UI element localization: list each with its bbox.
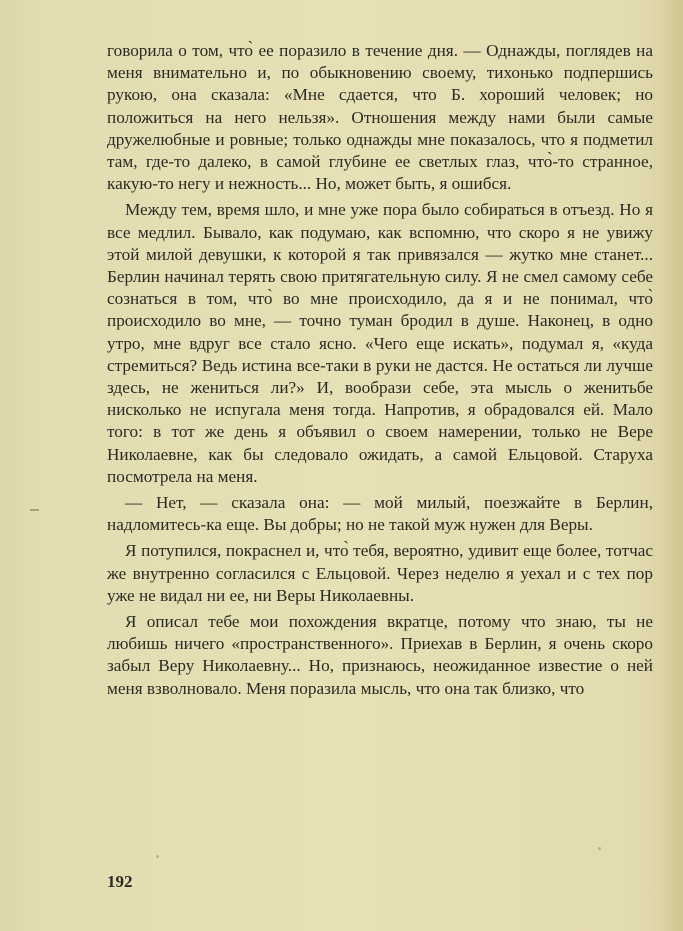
paragraph: говорила о том, что̀ ее поразило в течение дня. — Однажды, поглядев на меня внимательно и, по обыкновению своему, тихонько подпершись рукою, она сказала: «Мне сдается, что Б. хороший человек; но положиться на него нельзя». Отношения между нами были самые дружелюбные и ровные; только однажды мне показалось, что я подметил там, где-то далеко, в самой глубине ее светлых глаз, что̀-то странное, какую-то негу и нежность... Но, может быть, я ошибся. [107, 41, 653, 194]
paragraph: Я потупился, покраснел и, что̀ тебя, вероятно, удивит еще более, тотчас же внутренно согласился с Ельцовой. Через неделю я уехал и с тех пор уже не видал ни ее, ни Веры Николаевны. [107, 541, 653, 605]
page-edge-shadow [660, 0, 683, 931]
paragraph: Я описал тебе мои похождения вкратце, потому что знаю, ты не любишь ничего «пространственного». Приехав в Берлин, я очень скоро забыл Веру Николаевну... Но, признаюсь, неожиданное известие о ней меня взволновало. Меня поразила мысль, что она так близко, что [107, 612, 653, 698]
margin-mark [30, 509, 39, 511]
paper-speck [598, 847, 601, 850]
page-number: 192 [107, 872, 133, 891]
page-text [107, 40, 653, 700]
paper-speck [156, 855, 159, 858]
paragraph: — Нет, — сказала она: — мой милый, поезжайте в Берлин, надломитесь-ка еще. Вы добры; но не такой муж нужен для Веры. [107, 493, 653, 535]
paragraph: Между тем, время шло, и мне уже пора было собираться в отъезд. Но я все медлил. Бывало, как подумаю, как вспомню, что скоро я не увижу этой милой девушки, к которой я так привязался — жутко мне станет... Берлин начинал терять свою притягательную силу. Я не смел самому себе сознаться в том, что̀ во мне происходило, да я и не понимал, что̀ происходило во мне, — точно туман бродил в душе. Наконец, в одно утро, мне вдруг все стало ясно. «Чего еще искать», подумал я, «куда стремиться? Ведь истина все-таки в руки не дастся. Не остаться ли лучше здесь, не жениться ли?» И, вообрази себе, эта мысль о женитьбе нисколько не испугала меня тогда. Напротив, я обрадовался ей. Мало того: в тот же день я объявил о своем намерении, только не Вере Николаевне, как бы следовало ожидать, а самой Ельцовой. Старуха посмотрела на меня. [107, 200, 653, 486]
